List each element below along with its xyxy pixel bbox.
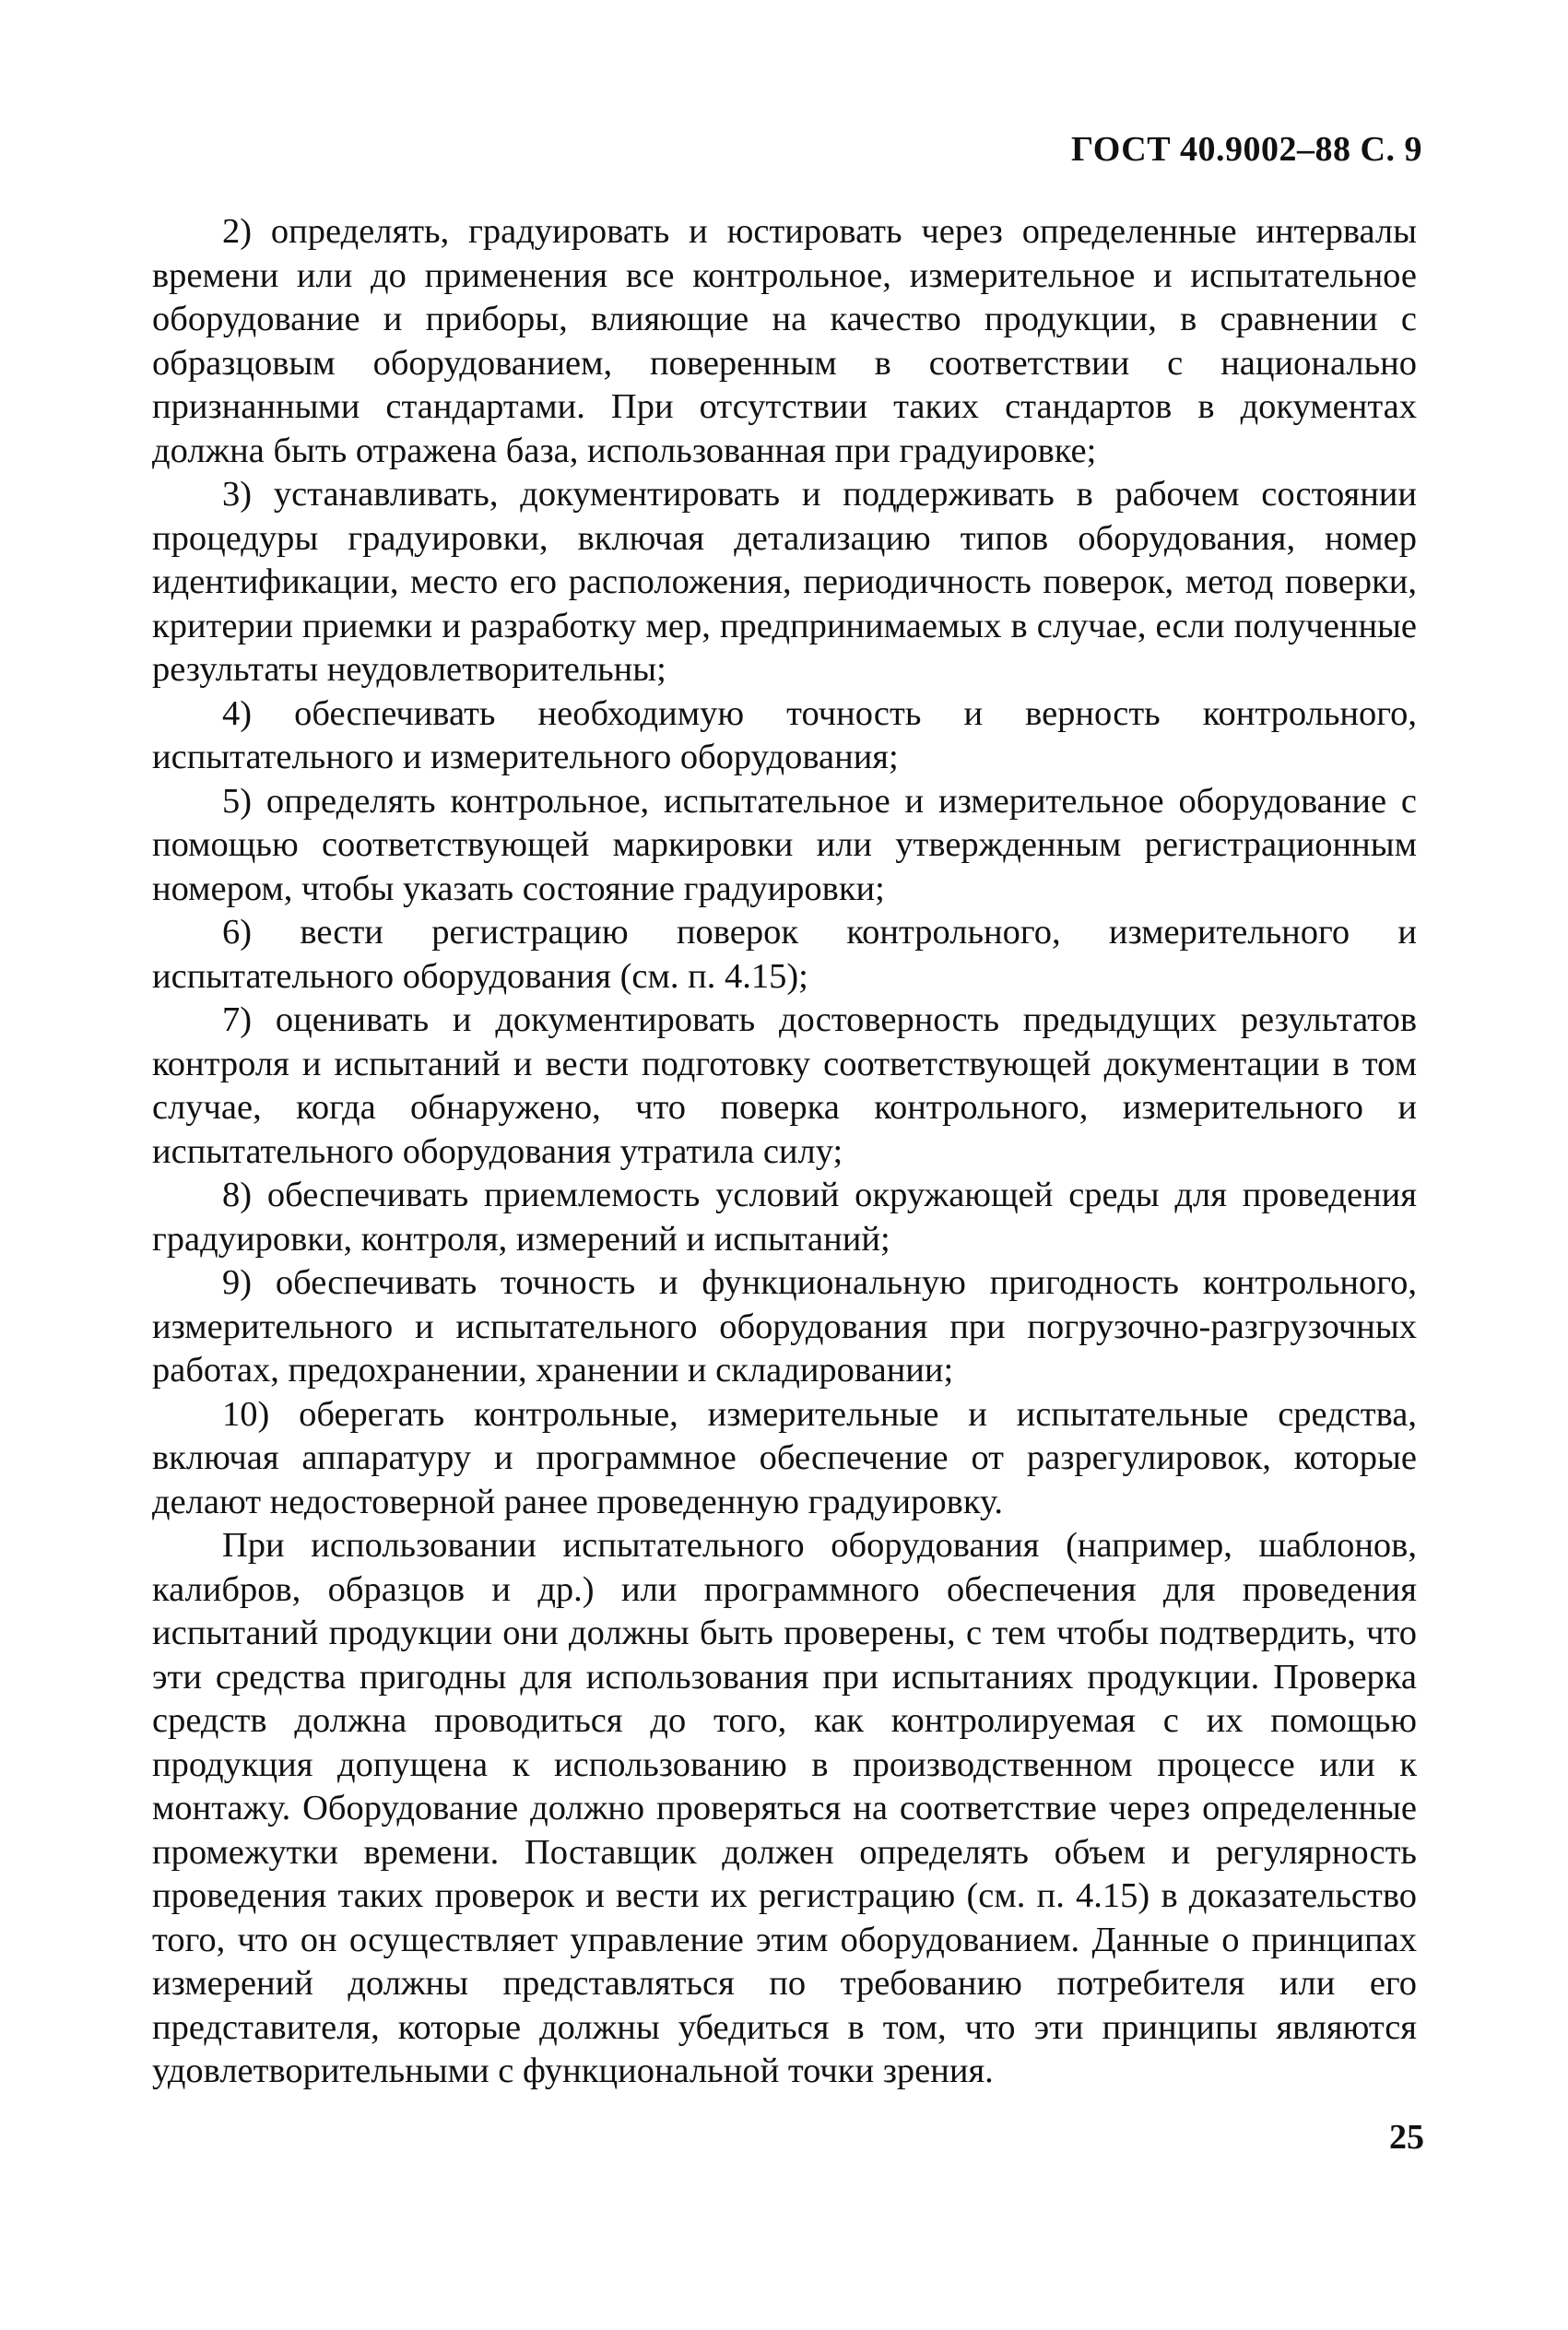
list-item-9: 9) обеспечивать точность и функциональную пригодность контрольного, измерительного и испытательного оборудования при погрузочно-разгрузочных работах, предохранении, хранении и складировании; <box>152 1263 1417 1390</box>
list-item-10: 10) оберегать контрольные, измерительные и испытательные средства, включая аппаратуру и программное обеспечение от разрегулировок, которые делают недостоверной ранее проведенную градуировку. <box>152 1394 1417 1521</box>
document-code-header: ГОСТ 40.9002–88 С. 9 <box>1071 130 1422 169</box>
list-item-7: 7) оценивать и документировать достоверность предыдущих результатов контроля и испытаний и вести подготовку соответствующей документации в том случае, когда обнаружено, что поверка контрольного, измерительного и испытательного оборудования утратила силу; <box>152 1000 1417 1171</box>
body-paragraph: При использовании испытательного оборудования (например, шаблонов, калибров, образцов и др.) или программного обеспечения для проведения испытаний продукции они должны быть проверены, с тем чтобы подтвердить, что эти средства пригодны для использования при испытаниях продукции. Проверка средств должна проводиться до того, как контролируемая с их помощью продукция допущена к использованию в производственном процессе или к монтажу. Оборудование должно проверяться на соответствие через определенные промежутки времени. Поставщик должен определять объем и регулярность проведения таких проверок и вести их регистрацию (см. п. 4.15) в доказательство того, что он осуществляет управление этим оборудованием. Данные о принципах измерений должны представляться по требованию потребителя или его представителя, которые должны убедиться в том, что эти принципы являются удовлетворительными с функциональной точки зрения. <box>152 1526 1417 2090</box>
list-item-4: 4) обеспечивать необходимую точность и верность контрольного, испытательного и измерительного оборудования; <box>152 693 1417 776</box>
list-item-8: 8) обеспечивать приемлемость условий окружающей среды для проведения градуировки, контроля, измерений и испытаний; <box>152 1176 1417 1259</box>
document-body <box>152 210 1417 2094</box>
list-item-2: 2) определять, градуировать и юстировать через определенные интервалы времени или до применения все контрольное, измерительное и испытательное оборудование и приборы, влияющие на качество продукции, в сравнении с образцовым оборудованием, поверенным в соответствии с национально признанными стандартами. При отсутствии таких стандартов в документах должна быть отражена база, использованная при градуировке; <box>152 212 1417 470</box>
page-number: 25 <box>1389 2118 1424 2157</box>
list-item-6: 6) вести регистрацию поверок контрольного, измерительного и испытательного оборудования (см. п. 4.15); <box>152 913 1417 996</box>
list-item-5: 5) определять контрольное, испытательное и измерительное оборудование с помощью соответствующей маркировки или утвержденным регистрационным номером, чтобы указать состояние градуировки; <box>152 781 1417 908</box>
list-item-3: 3) устанавливать, документировать и поддерживать в рабочем состоянии процедуры градуировки, включая детализацию типов оборудования, номер идентификации, место его расположения, периодичность поверок, метод поверки, критерии приемки и разработку мер, предпринимаемых в случае, если полученные результаты неудовлетворительны; <box>152 475 1417 689</box>
